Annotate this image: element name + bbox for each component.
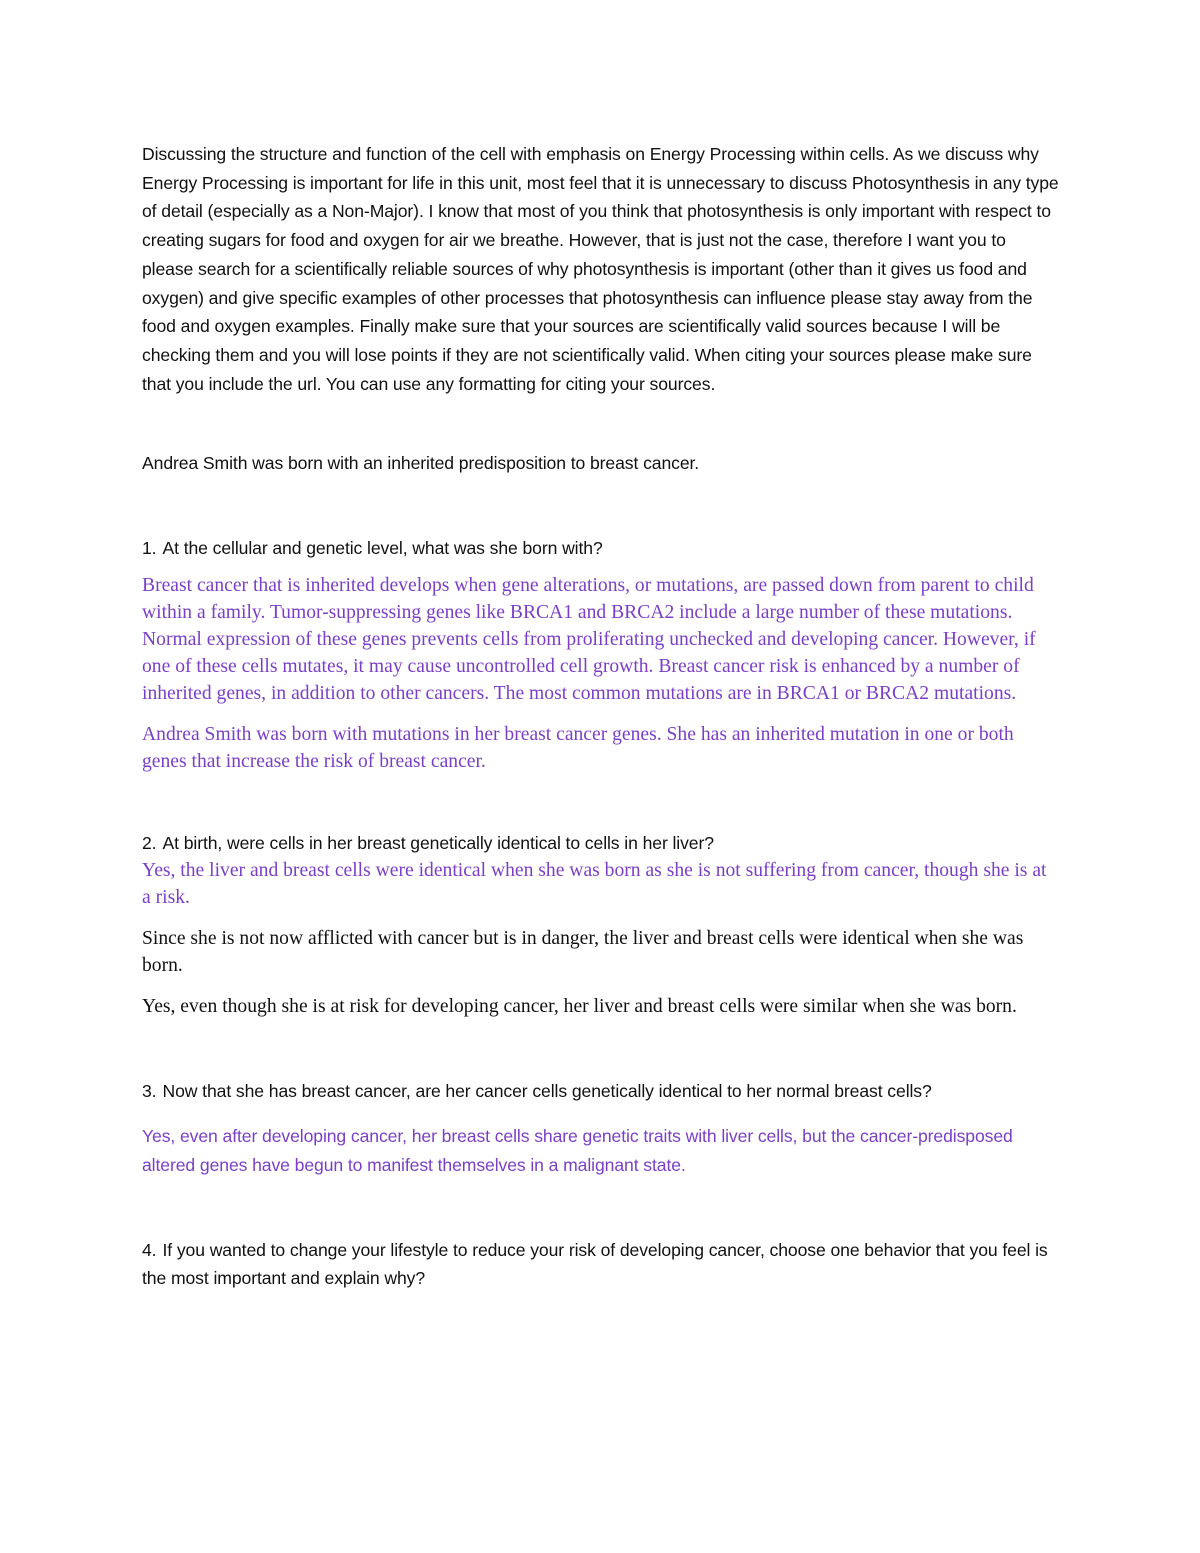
question-1 (142, 534, 1060, 563)
answer-1-paragraph-2: Andrea Smith was born with mutations in her breast cancer genes. She has an inherited mutation in one or both genes that increase the risk of breast cancer. (142, 723, 1014, 772)
document-page (142, 140, 1060, 1293)
intro-paragraph: Discussing the structure and function of the cell with emphasis on Energy Processing within cells. As we discuss why Energy Processing is important for life in this unit, most feel that it is unnecessary to discuss Photosynthesis in any type of detail (especially as a Non-Major). I know that most of you think that photosynthesis is only important with respect to creating sugars for food and oxygen for air we breathe. However, that is just not the case, therefore I want you to please search for a scientifically reliable sources of why photosynthesis is important (other than it gives us food and oxygen) and give specific examples of other processes that photosynthesis can influence please stay away from the food and oxygen examples. Finally make sure that your sources are scientifically valid sources because I will be checking them and you will lose points if they are not scientifically valid. When citing your sources please make sure that you include the url. You can use any formatting for citing your sources. (142, 144, 1059, 394)
answer-2-paragraph-1: Yes, the liver and breast cells were identical when she was born as she is not suffering from cancer, though she is at a risk. (142, 860, 1047, 909)
answer-3-paragraph-1: Yes, even after developing cancer, her breast cells share genetic traits with liver cells, but the cancer-predisposed altered genes have begun to manifest themselves in a malignant state. (142, 1126, 1013, 1175)
question-text: At the cellular and genetic level, what was she born with? (162, 538, 603, 559)
question-number: 3. (142, 1081, 157, 1102)
answer-2-paragraph-2: Since she is not now afflicted with cancer but is in danger, the liver and breast cells were identical when she was born. (142, 928, 1024, 977)
question-number: 1. (142, 538, 157, 559)
question-2 (142, 829, 1060, 858)
answer-1-paragraph-1: Breast cancer that is inherited develops when gene alterations, or mutations, are passed down from parent to child within a family. Tumor-suppressing genes like BRCA1 and BRCA2 include a large number of these mutations. Normal expression of these genes prevents cells from proliferating unchecked and developing cancer. However, if one of these cells mutates, it may cause uncontrolled cell growth. Breast cancer risk is enhanced by a number of inherited genes, in addition to other cancers. The most common mutations are in BRCA1 or BRCA2 mutations. (142, 574, 1036, 704)
answer-2-paragraph-3: Yes, even though she is at risk for developing cancer, her liver and breast cells were similar when she was born. (142, 996, 1017, 1018)
question-number: 4. (142, 1239, 157, 1260)
question-number: 2. (142, 832, 157, 853)
question-text: Now that she has breast cancer, are her cancer cells genetically identical to her normal breast cells? (162, 1081, 932, 1102)
question-text: At birth, were cells in her breast genetically identical to cells in her liver? (162, 832, 714, 853)
question-4 (142, 1236, 1060, 1293)
question-3 (142, 1077, 1060, 1106)
question-text: If you wanted to change your lifestyle to reduce your risk of developing cancer, choose one behavior that you feel is the most important and explain why? (142, 1239, 1048, 1289)
case-statement: Andrea Smith was born with an inherited predisposition to breast cancer. (142, 453, 700, 474)
